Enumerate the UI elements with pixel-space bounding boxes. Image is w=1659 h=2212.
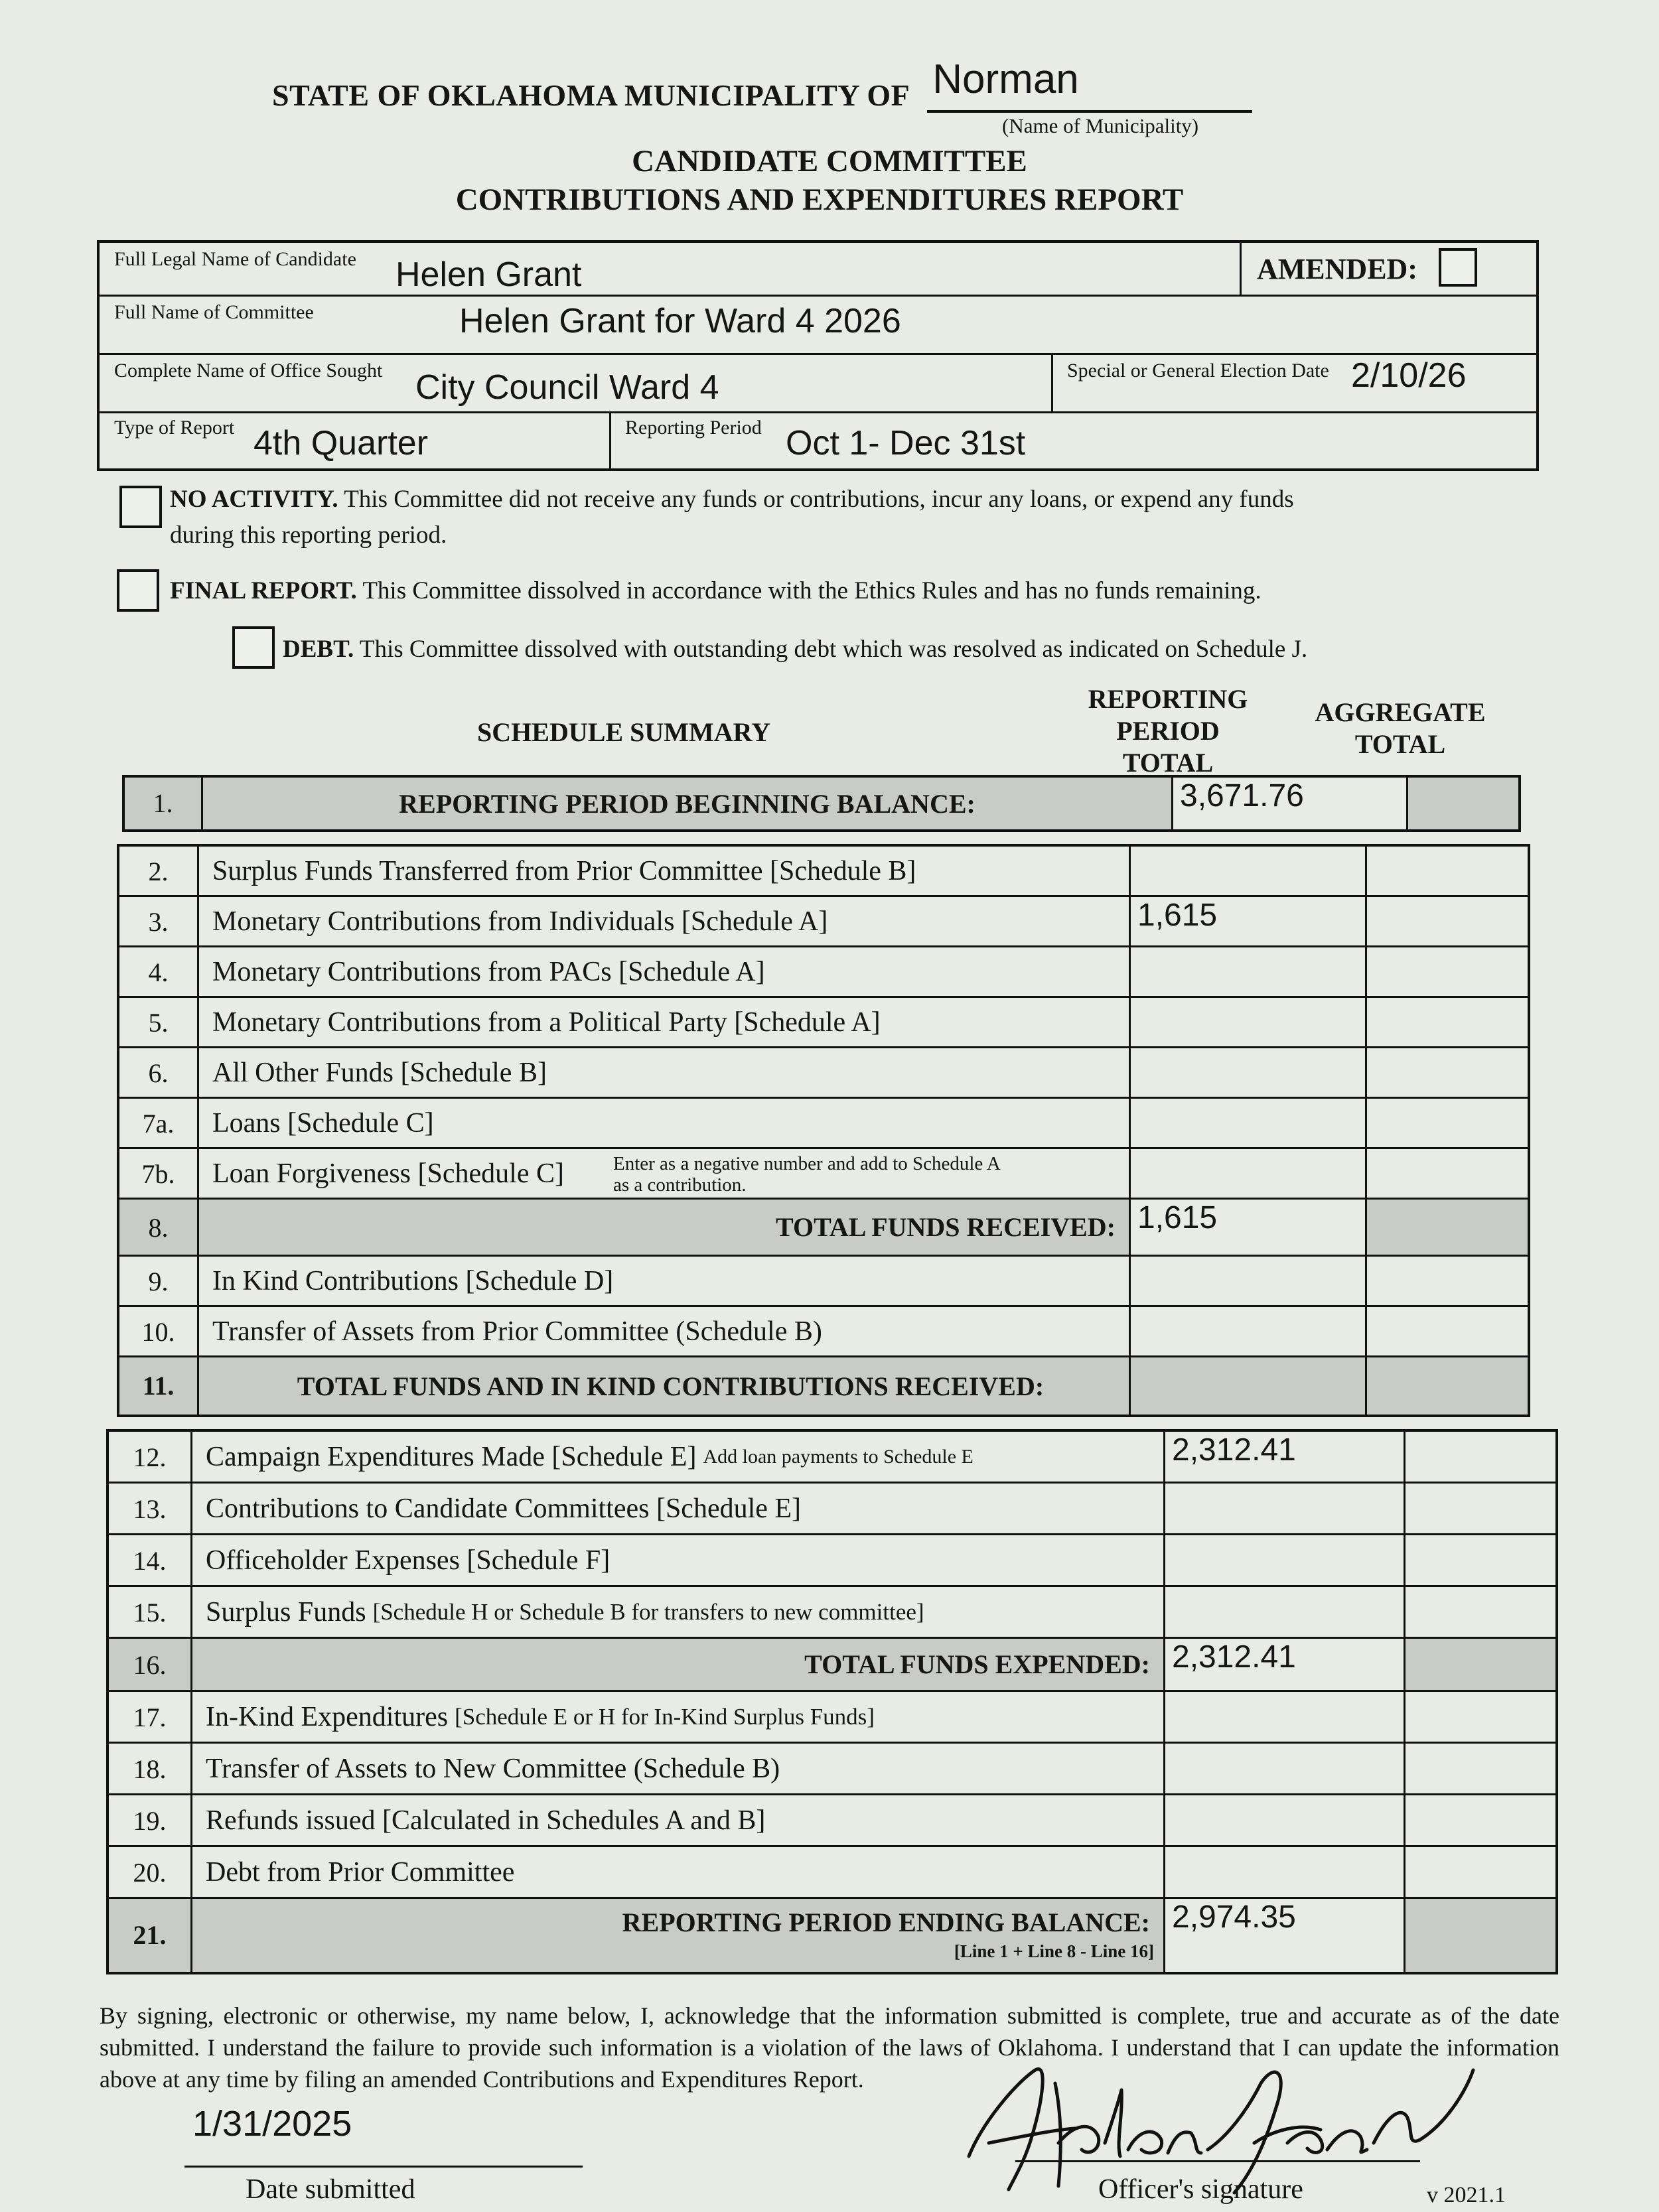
period-total-cell[interactable]: 3,671.76: [1173, 778, 1408, 829]
period-total-cell[interactable]: [1165, 1535, 1406, 1585]
row-number: 15.: [109, 1587, 192, 1637]
row-number: 6.: [119, 1048, 199, 1097]
period-total-cell[interactable]: [1131, 1257, 1367, 1305]
row-note-line: as a contribution.: [613, 1174, 747, 1196]
row-number: 3.: [119, 897, 199, 945]
table-row: [109, 1432, 1555, 1484]
signature-line: [1015, 2160, 1420, 2162]
divider: [100, 295, 1536, 297]
aggregate-heading-line: TOTAL: [1354, 729, 1446, 759]
row-number: 14.: [109, 1535, 192, 1585]
divider: [1240, 243, 1242, 295]
table-row: [109, 1692, 1555, 1744]
reporting-heading-line: PERIOD: [1116, 716, 1220, 746]
reporting-period-label: Reporting Period: [625, 417, 762, 439]
row-label: Transfer of Assets to New Committee (Schedule B): [192, 1744, 1165, 1793]
municipality-caption: (Name of Municipality): [1002, 114, 1199, 137]
row-label: In-Kind Expenditures: [206, 1701, 449, 1732]
row-label: Monetary Contributions from PACs [Schedule A]: [199, 947, 1131, 996]
no-activity-text: This Committee did not receive any funds or contributions, incur any loans, or expend any funds: [344, 486, 1294, 513]
committee-name-label: Full Name of Committee: [114, 301, 314, 323]
period-total-cell[interactable]: [1131, 998, 1367, 1046]
table-row: [119, 1257, 1528, 1307]
schedule-summary-heading: SCHEDULE SUMMARY: [477, 717, 770, 747]
row-note: [Schedule H or Schedule B for transfers to new committee]: [372, 1598, 924, 1625]
final-report-statement: [170, 573, 1262, 609]
row-formula: [Line 1 + Line 8 - Line 16]: [954, 1941, 1154, 1961]
reporting-heading-line: TOTAL: [1122, 748, 1214, 778]
candidate-name-label: Full Legal Name of Candidate: [114, 248, 356, 270]
table-row: [109, 1847, 1555, 1899]
debt-text: This Committee dissolved with outstanding debt which was resolved as indicated on Schedule J.: [359, 636, 1308, 663]
expenditures-table: [106, 1429, 1558, 1974]
title-line-1: CANDIDATE COMMITTEE: [632, 144, 1027, 178]
state-text: STATE OF OKLAHOMA MUNICIPALITY OF: [272, 78, 910, 112]
reporting-heading-line: REPORTING: [1088, 684, 1248, 714]
row-label-cell: [192, 1587, 1165, 1637]
row-number: 11.: [119, 1357, 199, 1415]
date-line: [184, 2166, 583, 2168]
aggregate-total-cell[interactable]: [1406, 1484, 1555, 1533]
attestation-text: By signing, electronic or otherwise, my name below, I, acknowledge that the information submitted is complete, true and accurate as of the date submitted. I understand the failure to provide such information is a violation of the laws of Oklahoma. I understand that I can update the information above at any time by filing an amended Contributions and Expenditures Report.: [100, 2002, 1559, 2093]
aggregate-total-cell[interactable]: [1367, 1099, 1528, 1147]
row-number: 5.: [119, 998, 199, 1046]
row-number: 7a.: [119, 1099, 199, 1147]
beginning-balance-table: [122, 775, 1521, 832]
aggregate-total-cell[interactable]: [1367, 1048, 1528, 1097]
final-report-text: This Committee dissolved in accordance with the Ethics Rules and has no funds remaining.: [362, 577, 1262, 604]
table-row: [109, 1535, 1555, 1587]
table-row: [109, 1639, 1555, 1692]
row-label: Campaign Expenditures Made [Schedule E]: [206, 1441, 697, 1472]
row-number: 1.: [125, 778, 203, 829]
row-number: 2.: [119, 847, 199, 895]
aggregate-total-cell[interactable]: [1367, 1357, 1528, 1415]
row-label: Loans [Schedule C]: [199, 1099, 1131, 1147]
final-report-checkbox[interactable]: [117, 569, 159, 612]
municipality-value: Norman: [932, 56, 1079, 102]
divider: [609, 411, 611, 471]
row-label: In Kind Contributions [Schedule D]: [199, 1257, 1131, 1305]
row-number: 18.: [109, 1744, 192, 1793]
date-submitted-value[interactable]: 1/31/2025: [192, 2104, 352, 2144]
row-number: 13.: [109, 1484, 192, 1533]
row-label: Monetary Contributions from Individuals [Schedule A]: [199, 897, 1131, 945]
row-label-cell: [192, 1899, 1165, 1972]
period-total-cell[interactable]: [1131, 1099, 1367, 1147]
table-row: [119, 998, 1528, 1048]
row-label: Contributions to Candidate Committees [Schedule E]: [192, 1484, 1165, 1533]
form-version: v 2021.1: [1427, 2183, 1506, 2207]
period-total-cell[interactable]: [1165, 1587, 1406, 1637]
aggregate-total-cell[interactable]: [1367, 847, 1528, 895]
period-total-cell[interactable]: [1165, 1795, 1406, 1845]
table-row: [119, 1099, 1528, 1149]
aggregate-total-cell[interactable]: [1406, 1432, 1555, 1482]
period-total-cell[interactable]: 1,615: [1131, 1200, 1367, 1255]
candidate-name-value[interactable]: Helen Grant: [396, 255, 582, 294]
aggregate-total-cell[interactable]: [1406, 1847, 1555, 1897]
office-sought-value[interactable]: City Council Ward 4: [415, 368, 719, 407]
row-label: Surplus Funds Transferred from Prior Committee [Schedule B]: [199, 847, 1131, 895]
aggregate-total-cell[interactable]: [1367, 998, 1528, 1046]
table-row: [109, 1899, 1555, 1972]
divider: [1051, 353, 1053, 411]
title-line-2: CONTRIBUTIONS AND EXPENDITURES REPORT: [455, 182, 1184, 217]
row-number: 19.: [109, 1795, 192, 1845]
divider: [100, 353, 1536, 355]
no-activity-checkbox[interactable]: [119, 486, 162, 528]
row-label: All Other Funds [Schedule B]: [199, 1048, 1131, 1097]
period-total-cell[interactable]: 2,974.35: [1165, 1899, 1406, 1972]
date-submitted-caption: Date submitted: [246, 2174, 415, 2205]
row-label: TOTAL FUNDS RECEIVED:: [199, 1200, 1131, 1255]
row-label: TOTAL FUNDS EXPENDED:: [192, 1639, 1165, 1690]
row-number: 8.: [119, 1200, 199, 1255]
aggregate-total-cell[interactable]: [1406, 1535, 1555, 1585]
aggregate-total-cell[interactable]: [1406, 1795, 1555, 1845]
row-number: 20.: [109, 1847, 192, 1897]
row-label-cell: [192, 1432, 1165, 1482]
row-label: Loan Forgiveness [Schedule C]: [212, 1158, 564, 1189]
table-row: [109, 1795, 1555, 1847]
row-label: Monetary Contributions from a Political Party [Schedule A]: [199, 998, 1131, 1046]
row-label-cell: [192, 1692, 1165, 1742]
aggregate-total-cell[interactable]: [1367, 897, 1528, 945]
aggregate-total-heading: [1281, 697, 1520, 760]
debt-title: DEBT.: [283, 636, 354, 663]
aggregate-heading-line: AGGREGATE: [1315, 697, 1486, 727]
row-label-cell: [199, 1149, 1131, 1198]
reporting-period-total-heading: [1048, 683, 1287, 779]
row-label: Debt from Prior Committee: [192, 1847, 1165, 1897]
state-municipality-line: [272, 58, 1252, 113]
period-total-cell[interactable]: [1131, 847, 1367, 895]
table-row: [119, 847, 1528, 897]
period-total-cell[interactable]: [1131, 1149, 1367, 1198]
row-note-line: Enter as a negative number and add to Schedule A: [613, 1153, 1001, 1174]
period-total-cell[interactable]: [1165, 1744, 1406, 1793]
row-note: [Schedule E or H for In-Kind Surplus Funds]: [455, 1703, 875, 1730]
row-number: 9.: [119, 1257, 199, 1305]
aggregate-total-cell[interactable]: [1367, 1200, 1528, 1255]
reporting-period-value[interactable]: Oct 1- Dec 31st: [786, 424, 1026, 462]
amended-label: AMENDED:: [1257, 253, 1417, 285]
period-total-cell[interactable]: 1,615: [1131, 897, 1367, 945]
aggregate-total-cell[interactable]: [1367, 1149, 1528, 1198]
row-label: REPORTING PERIOD ENDING BALANCE:: [622, 1907, 1150, 1937]
debt-checkbox[interactable]: [232, 626, 275, 669]
table-row: [119, 1200, 1528, 1257]
no-activity-title: NO ACTIVITY.: [170, 486, 338, 513]
aggregate-total-cell[interactable]: [1406, 1744, 1555, 1793]
row-note: [613, 1153, 1001, 1196]
municipality-field: [927, 58, 1252, 113]
row-label: Officeholder Expenses [Schedule F]: [192, 1535, 1165, 1585]
committee-name-value[interactable]: Helen Grant for Ward 4 2026: [459, 302, 901, 340]
period-total-cell[interactable]: [1131, 1357, 1367, 1415]
report-type-label: Type of Report: [114, 417, 235, 439]
amended-checkbox[interactable]: [1439, 248, 1477, 287]
table-row: [119, 1357, 1528, 1415]
officer-signature-caption: Officer's signature: [1098, 2174, 1303, 2205]
table-row: [119, 1149, 1528, 1200]
final-report-title: FINAL REPORT.: [170, 577, 357, 604]
row-number: 10.: [119, 1307, 199, 1355]
row-label: REPORTING PERIOD BEGINNING BALANCE:: [203, 778, 1173, 829]
aggregate-total-cell[interactable]: [1406, 1692, 1555, 1742]
table-row: [119, 947, 1528, 998]
row-number: 21.: [109, 1899, 192, 1972]
row-label: Transfer of Assets from Prior Committee (Schedule B): [199, 1307, 1131, 1355]
row-label: Refunds issued [Calculated in Schedules A and B]: [192, 1795, 1165, 1845]
aggregate-total-cell[interactable]: [1406, 1639, 1555, 1690]
election-date-value[interactable]: 2/10/26: [1351, 356, 1467, 395]
aggregate-total-cell[interactable]: [1367, 1257, 1528, 1305]
period-total-cell[interactable]: [1131, 947, 1367, 996]
period-total-cell[interactable]: [1131, 1048, 1367, 1097]
period-total-cell[interactable]: [1165, 1692, 1406, 1742]
period-total-cell[interactable]: 2,312.41: [1165, 1639, 1406, 1690]
period-total-cell[interactable]: [1165, 1484, 1406, 1533]
table-row: [125, 778, 1518, 829]
divider: [100, 411, 1536, 413]
aggregate-total-cell[interactable]: [1367, 947, 1528, 996]
aggregate-total-cell[interactable]: [1367, 1307, 1528, 1355]
debt-statement: [283, 632, 1307, 667]
row-number: 12.: [109, 1432, 192, 1482]
office-sought-label: Complete Name of Office Sought: [114, 360, 383, 381]
receipts-table: [117, 844, 1530, 1417]
table-row: [109, 1484, 1555, 1535]
candidate-info-box: [97, 240, 1539, 471]
aggregate-total-cell[interactable]: [1406, 1899, 1555, 1972]
period-total-cell[interactable]: 2,312.41: [1165, 1432, 1406, 1482]
row-number: 4.: [119, 947, 199, 996]
period-total-cell[interactable]: [1165, 1847, 1406, 1897]
row-label: TOTAL FUNDS AND IN KIND CONTRIBUTIONS RECEIVED:: [199, 1357, 1131, 1415]
table-row: [119, 1048, 1528, 1099]
row-note: Add loan payments to Schedule E: [703, 1445, 974, 1468]
table-row: [119, 897, 1528, 947]
row-number: 17.: [109, 1692, 192, 1742]
table-row: [109, 1587, 1555, 1639]
row-number: 7b.: [119, 1149, 199, 1198]
row-label: Surplus Funds: [206, 1596, 366, 1627]
row-number: 16.: [109, 1639, 192, 1690]
aggregate-total-cell[interactable]: [1408, 778, 1518, 829]
election-date-label: Special or General Election Date: [1067, 360, 1329, 381]
table-row: [119, 1307, 1528, 1357]
period-total-cell[interactable]: [1131, 1307, 1367, 1355]
no-activity-text-2: during this reporting period.: [170, 521, 447, 549]
table-row: [109, 1744, 1555, 1795]
report-type-value[interactable]: 4th Quarter: [253, 424, 429, 462]
aggregate-total-cell[interactable]: [1406, 1587, 1555, 1637]
no-activity-statement: [170, 482, 1294, 553]
